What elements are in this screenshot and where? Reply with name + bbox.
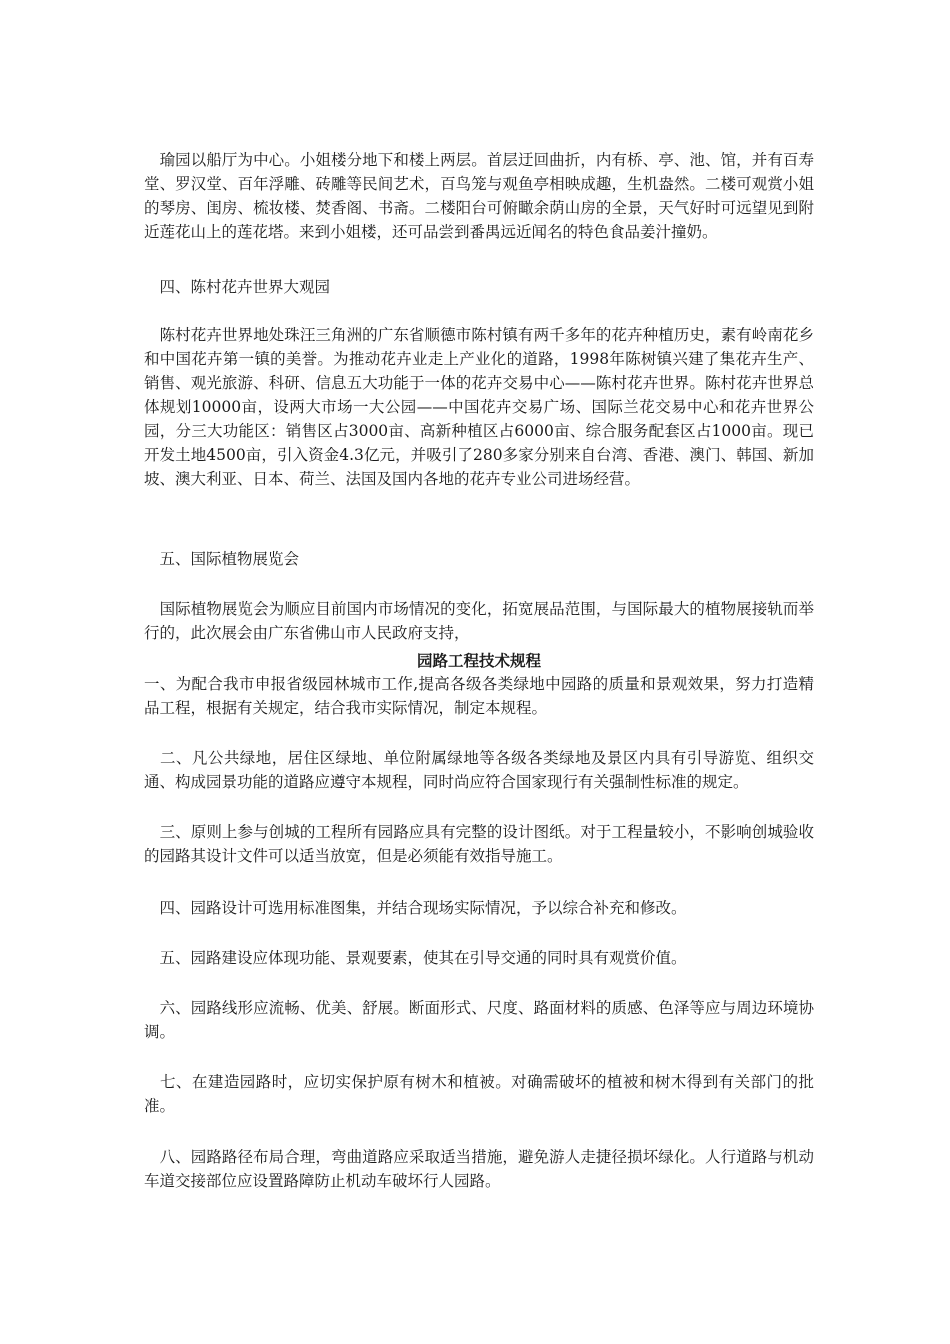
rule-1: 一、为配合我市申报省级园林城市工作,提高各级各类绿地中园路的质量和景观效果，努力打造精品工程，根据有关规定，结合我市实际情况，制定本规程。	[144, 675, 814, 717]
rule-7: 七、在建造园路时，应切实保护原有树木和植被。对确需破坏的植被和树木得到有关部门的批准。	[144, 1073, 814, 1115]
rule-2: 二、凡公共绿地，居住区绿地、单位附属绿地等各级各类绿地及景区内具有引导游览、组织交通、构成园景功能的道路应遵守本规程，同时尚应符合国家现行有关强制性标准的规定。	[144, 749, 814, 791]
section-heading-4: 四、陈村花卉世界大观园	[144, 278, 331, 296]
paragraph-chencun: 陈村花卉世界地处珠汪三角洲的广东省顺德市陈村镇有两千多年的花卉种植历史，素有岭南花乡和中国花卉第一镇的美誉。为推动花卉业走上产业化的道路，1998年陈树镇兴建了集花卉生产、销售、观光旅游、科研、信息五大功能于一体的花卉交易中心——陈村花卉世界。陈村花卉世界总体规划10000亩，设两大市场一大公园——中国花卉交易广场、国际兰花交易中心和花卉世界公园，分三大功能区：销售区占3000亩、高新种植区占6000亩、综合服务配套区占1000亩。现已开发土地4500亩，引入资金4.3亿元，并吸引了280多家分别来自台湾、香港、澳门、韩国、新加坡、澳大利亚、日本、荷兰、法国及国内各地的花卉专业公司进场经营。	[144, 326, 814, 488]
rule-6: 六、园路线形应流畅、优美、舒展。断面形式、尺度、路面材料的质感、色泽等应与周边环境协调。	[144, 999, 814, 1041]
rule-8: 八、园路路径布局合理，弯曲道路应采取适当措施，避免游人走捷径损坏绿化。人行道路与机动车道交接部位应设置路障防止机动车破坏行人园路。	[144, 1148, 814, 1190]
rule-4: 四、园路设计可选用标准图集，并结合现场实际情况，予以综合补充和修改。	[144, 899, 687, 917]
rule-3: 三、原则上参与创城的工程所有园路应具有完整的设计图纸。对于工程量较小，不影响创城验收的园路其设计文件可以适当放宽，但是必须能有效指导施工。	[144, 823, 814, 865]
document-title: 园路工程技术规程	[416, 651, 541, 670]
section-heading-5: 五、国际植物展览会	[144, 550, 300, 568]
paragraph-expo: 国际植物展览会为顺应目前国内市场情况的变化，拓宽展品范围，与国际最大的植物展接轨而举行的，此次展会由广东省佛山市人民政府支持，	[144, 600, 814, 642]
paragraph-yuyuan: 瑜园以船厅为中心。小姐楼分地下和楼上两层。首层迂回曲折，内有桥、亭、池、馆，并有百寿堂、罗汉堂、百年浮雕、砖雕等民间艺术，百鸟笼与观鱼亭相映成趣，生机盎然。二楼可观赏小姐的琴房、闺房、梳妆楼、焚香阁、书斋。二楼阳台可俯瞰余荫山房的全景，天气好时可远望见到附近莲花山上的莲花塔。来到小姐楼，还可品尝到番禺远近闻名的特色食品姜汁撞奶。	[144, 151, 814, 241]
rule-5: 五、园路建设应体现功能、景观要素，使其在引导交通的同时具有观赏价值。	[144, 949, 687, 967]
